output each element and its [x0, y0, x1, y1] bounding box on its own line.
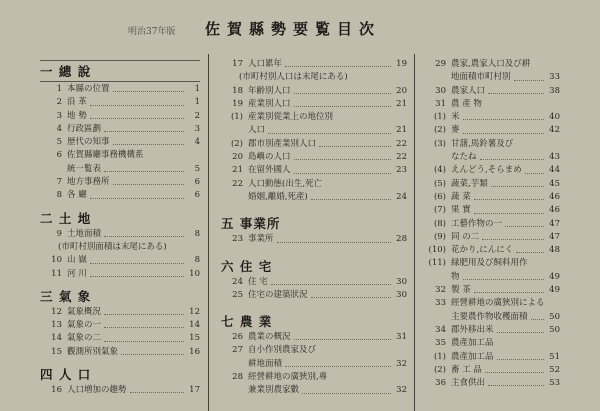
leader-dots [90, 276, 184, 277]
leader-dots [271, 284, 391, 285]
entry-label: 農 產 物 [451, 98, 482, 109]
entry-page-number: 50 [549, 324, 560, 335]
entry-number: (9) [433, 231, 446, 242]
entry-number: 14 [51, 333, 62, 344]
leader-dots [463, 133, 544, 134]
toc-entry [40, 384, 200, 397]
entry-number: 28 [232, 372, 243, 383]
toc-entry-list [221, 331, 407, 397]
entry-page-number: 5 [194, 163, 200, 174]
toc-entry-list [424, 58, 560, 390]
toc-entry-list [221, 276, 407, 303]
toc-entry [424, 351, 560, 364]
toc-column-1 [40, 58, 200, 405]
leader-dots [531, 319, 544, 320]
entry-number: 30 [435, 85, 446, 96]
toc-entry-continuation [40, 163, 200, 176]
toc-entry-continuation [424, 71, 560, 84]
section-heading: 三 氣 象 [40, 288, 92, 304]
entry-number: 3 [56, 110, 62, 121]
leader-dots [104, 341, 184, 342]
toc-entry-continuation [221, 384, 407, 397]
leader-dots [463, 279, 544, 280]
entry-page-number: 14 [189, 320, 200, 331]
leader-dots [104, 131, 184, 132]
toc-entry [424, 218, 560, 231]
entry-page-number: 21 [396, 98, 407, 109]
entry-number: 9 [56, 228, 62, 239]
toc-entry-list [221, 233, 407, 246]
leader-dots [268, 133, 391, 134]
entry-label: 緑肥用及び飼料用作 [451, 258, 528, 269]
leader-dots [90, 105, 184, 106]
toc-entry [40, 319, 200, 332]
toc-entry [424, 98, 560, 111]
leader-dots [113, 184, 184, 185]
leader-dots [525, 173, 544, 174]
toc-entry [424, 244, 560, 257]
toc-entry [221, 111, 407, 124]
entry-label-continued: 地面積市町村別 [451, 72, 511, 83]
toc-entry [424, 111, 560, 124]
section-heading: 七 農 業 [221, 314, 273, 330]
entry-number: 7 [56, 177, 62, 188]
toc-entry-continuation [221, 191, 407, 204]
entry-page-number: 50 [549, 311, 560, 322]
entry-label: 主要農作物收穫面積 [451, 311, 528, 322]
toc-entry [424, 124, 560, 137]
toc-entry [40, 346, 200, 359]
leader-dots [474, 199, 544, 200]
entry-number: 12 [51, 306, 62, 317]
leader-dots [497, 359, 544, 360]
entry-page-number: 1 [194, 97, 200, 108]
leader-dots [482, 239, 544, 240]
toc-entry [424, 164, 560, 177]
entry-label: 氣象概況 [67, 306, 102, 317]
entry-page-number: 22 [396, 138, 407, 149]
section-heading: 四 人 口 [40, 367, 92, 383]
entry-label: 事業所 [248, 234, 274, 245]
leader-dots [294, 339, 391, 340]
entry-page-number: 6 [194, 190, 200, 201]
entry-page-number: 45 [549, 178, 560, 189]
entry-label-continued: 統一覧表 [67, 163, 102, 174]
entry-number: 17 [232, 59, 243, 69]
entry-page-number: 47 [549, 231, 560, 242]
entry-label: 主食供出 [451, 378, 486, 389]
toc-entry [221, 138, 407, 151]
entry-label-continued: 耕地面積 [248, 358, 283, 369]
leader-dots [130, 392, 184, 393]
toc-column-2 [221, 58, 407, 405]
column-divider [414, 54, 415, 411]
leader-dots [485, 372, 544, 373]
toc-entry [221, 331, 407, 344]
entry-number: (6) [433, 191, 446, 202]
entry-number: 34 [435, 324, 446, 335]
entry-number: 2 [56, 97, 62, 108]
toc-entry-list [40, 306, 200, 359]
entry-number: (2) [230, 138, 243, 149]
leader-dots [491, 186, 544, 187]
leader-dots [104, 171, 184, 172]
entry-number: (4) [433, 165, 446, 176]
entry-label: 經營耕地の廣狹別による [451, 298, 545, 309]
entry-page-number: 19 [396, 59, 407, 69]
entry-label: 年齢別人口 [248, 85, 291, 96]
leader-dots [319, 146, 391, 147]
entry-page-number: 33 [549, 72, 560, 83]
entry-number: (1) [230, 112, 243, 123]
section-heading: 五 事業所 [221, 216, 281, 232]
entry-number: 27 [232, 345, 243, 356]
entry-page-number: 48 [549, 245, 560, 256]
entry-number: 36 [435, 378, 446, 389]
entry-label: 蔬菜,芋類 [451, 178, 488, 189]
toc-entry [221, 85, 407, 98]
entry-label: 米 [451, 112, 460, 123]
entry-label: 山 嶽 [67, 255, 87, 266]
toc-entry-list [40, 228, 200, 281]
entry-label: 本縣の位置 [67, 84, 110, 94]
entry-number: 20 [232, 152, 243, 163]
entry-label: 人口累年 [248, 59, 283, 69]
entry-number: 29 [435, 59, 446, 69]
entry-number: 15 [51, 346, 62, 357]
entry-page-number: 22 [396, 152, 407, 163]
entry-page-number: 8 [194, 228, 200, 239]
leader-dots [113, 144, 184, 145]
entry-label: 在留外國人 [248, 165, 291, 176]
toc-entry [40, 149, 200, 162]
entry-number: 19 [232, 98, 243, 109]
leader-dots [488, 93, 544, 94]
leader-dots [277, 242, 391, 243]
toc-entry-continuation [221, 358, 407, 371]
entry-number: (7) [433, 205, 446, 216]
leader-dots [90, 263, 184, 264]
toc-entry [424, 257, 560, 270]
entry-label: 人口動態(出生,死亡 [248, 178, 323, 189]
leader-dots [294, 106, 391, 107]
toc-entry [221, 98, 407, 111]
entry-number: 6 [56, 150, 62, 161]
entry-label: 地 勢 [67, 110, 87, 121]
entry-label-continued: 兼業別農家數 [248, 385, 300, 396]
toc-entry [424, 284, 560, 297]
section-heading: 一 總 說 [40, 60, 200, 82]
leader-dots [294, 173, 391, 174]
toc-entry [221, 58, 407, 71]
toc-entry [221, 178, 407, 191]
entry-page-number: 47 [549, 218, 560, 229]
leader-dots [505, 226, 544, 227]
toc-entry [40, 228, 200, 241]
entry-number: 23 [232, 234, 243, 245]
entry-label: 農產加工品 [451, 351, 494, 362]
entry-page-number: 12 [189, 306, 200, 317]
entry-number: 5 [56, 137, 62, 148]
toc-entry [424, 178, 560, 191]
entry-label: 佐賀縣廳事務機構系 [67, 150, 144, 161]
entry-page-number: 17 [189, 385, 200, 396]
column-divider [208, 54, 209, 411]
leader-dots [516, 252, 544, 253]
leader-dots [463, 119, 544, 120]
entry-label: 畜 工 品 [451, 364, 482, 375]
leader-dots [285, 66, 391, 67]
entry-label: 地方事務所 [67, 177, 110, 188]
leader-dots [488, 385, 544, 386]
toc-entry [40, 254, 200, 267]
leader-dots [294, 159, 391, 160]
leader-dots [90, 118, 184, 119]
leader-dots [113, 91, 184, 92]
entry-label: 製 茶 [451, 285, 471, 296]
section-heading: 二 土 地 [40, 210, 92, 226]
toc-entry [221, 151, 407, 164]
entry-label: 郡市別產業別人口 [248, 138, 317, 149]
toc-entry [40, 268, 200, 281]
entry-label-continued: なたね [451, 152, 477, 163]
entry-number: (3) [433, 138, 446, 149]
entry-label: 人口増加の趨勢 [67, 385, 127, 396]
toc-entry [424, 324, 560, 337]
entry-page-number: 15 [189, 333, 200, 344]
entry-number: 25 [232, 289, 243, 300]
leader-dots [497, 332, 544, 333]
leader-dots [514, 80, 544, 81]
entry-page-number: 21 [396, 125, 407, 136]
entry-number: 26 [232, 332, 243, 343]
entry-number: (1) [433, 112, 446, 123]
toc-entry [40, 123, 200, 136]
entry-label: 自小作別農家及び [248, 345, 317, 356]
entry-page-number: 49 [549, 271, 560, 282]
entry-label: 住宅の建築狀況 [248, 289, 308, 300]
entry-page-number: 38 [549, 85, 560, 96]
entry-number: (1) [433, 351, 446, 362]
entry-label: 各 廳 [67, 190, 87, 201]
leader-dots [285, 366, 391, 367]
entry-number: (2) [433, 125, 446, 136]
entry-page-number: 24 [396, 191, 407, 202]
entry-label: 産業別人口 [248, 98, 291, 109]
toc-entry [40, 306, 200, 319]
entry-label: 經營耕地の廣狹別,專 [248, 372, 328, 383]
leader-dots [121, 354, 184, 355]
entry-page-number: 40 [549, 112, 560, 123]
entry-page-number: 6 [194, 177, 200, 188]
entry-number: 4 [56, 123, 62, 134]
entry-page-number: 42 [549, 125, 560, 136]
toc-entry [40, 189, 200, 202]
entry-number: 18 [232, 85, 243, 96]
entry-label: えんどう,そらまめ [451, 165, 522, 176]
entry-page-number: 28 [396, 234, 407, 245]
entry-number: 11 [51, 268, 62, 279]
entry-page-number: 16 [189, 346, 200, 357]
toc-entry-continuation [221, 124, 407, 137]
entry-number: (11) [428, 258, 446, 269]
entry-number: (5) [433, 178, 446, 189]
leader-dots [311, 297, 391, 298]
leader-dots [480, 159, 544, 160]
entry-label: 氣象の二 [67, 333, 102, 344]
entry-page-number: 3 [194, 123, 200, 134]
toc-entry-list [221, 58, 407, 204]
toc-entry [424, 337, 560, 350]
entry-label: 工藝作物の一 [451, 218, 503, 229]
entry-page-number: 52 [549, 364, 560, 375]
entry-label: 歴代の知事 [67, 137, 110, 148]
edition-label: 明治37年版 [128, 27, 176, 37]
entry-number: 10 [51, 255, 62, 266]
toc-column-3 [424, 58, 560, 405]
toc-entry [424, 377, 560, 390]
entry-page-number: 2 [194, 110, 200, 121]
entry-label-continued: 婚姻,離婚,死產) [248, 191, 308, 202]
toc-entry [424, 138, 560, 151]
toc-entry [221, 371, 407, 384]
leader-dots [104, 236, 184, 237]
entry-label: 農業の概況 [248, 332, 291, 343]
entry-page-number: 44 [549, 165, 560, 176]
entry-label: 農產加工品 [451, 338, 494, 349]
toc-entry [424, 85, 560, 98]
entry-page-number: 4 [194, 137, 200, 148]
entry-label: 花かり,にんにく [451, 245, 514, 256]
toc-entry-list [40, 83, 200, 203]
entry-number: (8) [433, 218, 446, 229]
toc-entry [424, 204, 560, 217]
toc-entry [424, 191, 560, 204]
leader-dots [90, 198, 184, 199]
toc-entry [424, 297, 560, 310]
entry-label: 麥 [451, 125, 460, 136]
entry-page-number: 49 [549, 285, 560, 296]
entry-label: 蔬 菜 [451, 191, 471, 202]
entry-number: 35 [435, 338, 446, 349]
entry-page-number: 32 [396, 358, 407, 369]
leader-dots [474, 292, 544, 293]
entry-label: 氣象の一 [67, 320, 102, 331]
entry-page-number: 46 [549, 191, 560, 202]
leader-dots [302, 393, 391, 394]
entry-page-number: 32 [396, 385, 407, 396]
leader-dots [104, 314, 184, 315]
entry-label: 觀測所別氣象 [67, 346, 119, 357]
entry-number: (2) [433, 364, 446, 375]
entry-label: 沿 革 [67, 97, 87, 108]
entry-label: 行政區劃 [67, 123, 102, 134]
toc-entry [221, 276, 407, 289]
entry-number: 13 [51, 320, 62, 331]
toc-entry [221, 233, 407, 246]
toc-entry [40, 136, 200, 149]
page-title: 佐賀縣勢要覧目次 [205, 20, 382, 38]
toc-entry [40, 176, 200, 189]
entry-label: 農家人口 [451, 85, 486, 96]
entry-page-number: 10 [189, 268, 200, 279]
entry-label: 農家,農家人口及び耕 [451, 59, 531, 69]
entry-page-number: 31 [396, 332, 407, 343]
toc-note: (市町村別人口は末尾にある) [239, 72, 348, 83]
toc-entry [424, 311, 560, 324]
entry-page-number: 20 [396, 85, 407, 96]
leader-dots [294, 93, 391, 94]
entry-label-continued: 人口 [248, 125, 266, 136]
leader-dots [104, 327, 184, 328]
toc-entry [40, 110, 200, 123]
toc-entry [40, 96, 200, 109]
entry-number: 33 [435, 298, 446, 309]
entry-label: 果 實 [451, 205, 471, 216]
entry-label: 産業別從業上の地位別 [248, 112, 334, 123]
leader-dots [474, 213, 544, 214]
entry-page-number: 23 [396, 165, 407, 176]
toc-entry-continuation [424, 151, 560, 164]
entry-page-number: 46 [549, 205, 560, 216]
entry-label: 島嶼の人口 [248, 152, 291, 163]
toc-entry-list [40, 384, 200, 397]
toc-entry [40, 332, 200, 345]
entry-label-continued: 物 [451, 271, 460, 282]
entry-number: 24 [232, 276, 243, 287]
toc-entry [40, 83, 200, 96]
toc-entry-continuation [424, 271, 560, 284]
toc-entry [424, 231, 560, 244]
toc-note: (市町村別面積は末尾にある) [58, 241, 167, 252]
toc-entry [221, 164, 407, 177]
entry-page-number: 53 [549, 378, 560, 389]
entry-number: 16 [51, 385, 62, 396]
toc-entry [221, 289, 407, 302]
toc-entry [424, 58, 560, 71]
entry-label: 河 川 [67, 268, 87, 279]
entry-number: 32 [435, 285, 446, 296]
entry-page-number: 30 [396, 276, 407, 287]
toc-entry [424, 364, 560, 377]
entry-label: 土地面積 [67, 228, 102, 239]
entry-label: 住 宅 [248, 276, 268, 287]
entry-label: 同 の二 [451, 231, 480, 242]
entry-label: 甘藷,馬鈴薯及び [451, 138, 514, 149]
entry-number: 8 [56, 190, 62, 201]
entry-number: 1 [56, 84, 62, 94]
entry-number: (10) [428, 245, 446, 256]
entry-page-number: 8 [194, 255, 200, 266]
entry-page-number: 43 [549, 152, 560, 163]
entry-number: 31 [435, 98, 446, 109]
entry-number: 22 [232, 178, 243, 189]
toc-entry [221, 344, 407, 357]
entry-page-number: 51 [549, 351, 560, 362]
leader-dots [311, 199, 391, 200]
section-heading: 六 住 宅 [221, 258, 273, 274]
entry-label: 郡外移出米 [451, 324, 494, 335]
entry-page-number: 1 [194, 84, 200, 94]
entry-page-number: 30 [396, 289, 407, 300]
entry-number: 21 [232, 165, 243, 176]
